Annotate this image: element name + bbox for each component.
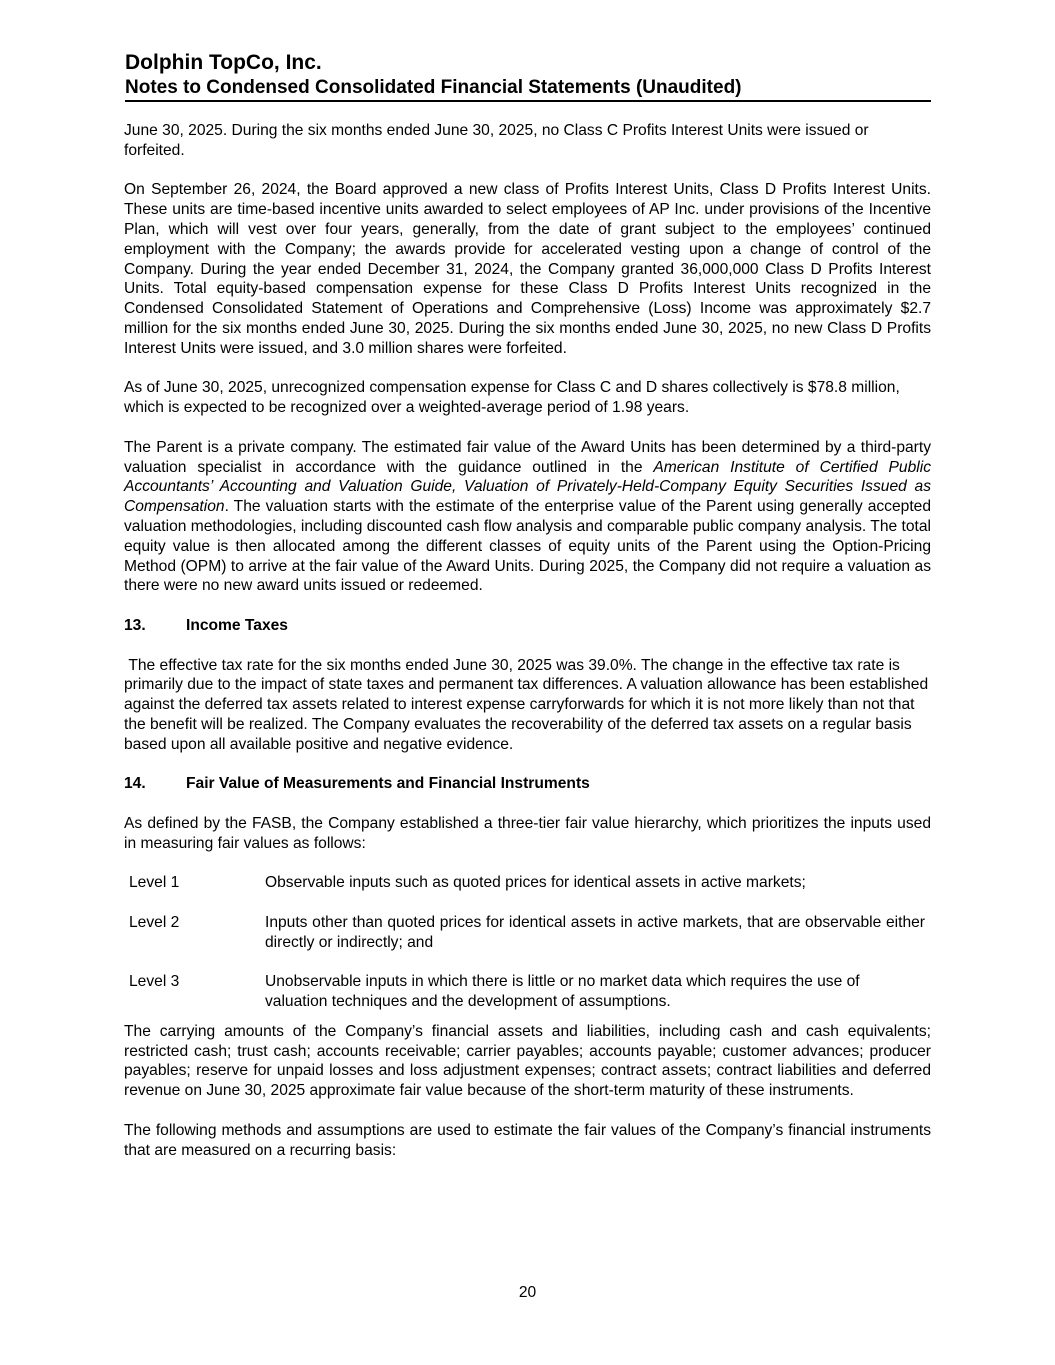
paragraph-fair-value-award-units	[124, 438, 931, 596]
level-3-row	[124, 972, 931, 1012]
paragraph-carrying-amounts: The carrying amounts of the Company’s financial assets and liabilities, including cash and cash equivalents; restricted cash; trust cash; accounts receivable; carrier payables; accounts payable; customer advances; producer payables; reserve for unpaid losses and loss adjustment expenses; contract assets; contract liabilities and deferred revenue on June 30, 2025 approximate fair value because of the short-term maturity of these instruments.	[124, 1022, 931, 1100]
paragraph-fair-value-hierarchy: As defined by the FASB, the Company established a three-tier fair value hierarchy, which prioritizes the inputs used in measuring fair values as follows:	[124, 814, 931, 852]
level-label: Level 1	[129, 874, 180, 892]
guide-title: American Institute of Certified Public Accountants’ Accounting and Valuation Guide, Valuation of Privately-Held-Company Equity Securities Issued as Compensation	[124, 458, 931, 516]
level-label: Level 3	[129, 973, 180, 991]
section-heading-income-taxes	[124, 616, 931, 636]
company-name: Dolphin TopCo, Inc.	[125, 51, 322, 74]
paragraph-class-c-continuation: June 30, 2025. During the six months ended June 30, 2025, no Class C Profits Interest Units were issued or forfeited.	[124, 122, 869, 159]
level-description: Observable inputs such as quoted prices for identical assets in active markets;	[265, 874, 806, 892]
paragraph-methods-assumptions: The following methods and assumptions are used to estimate the fair values of the Company’s financial instruments that are measured on a recurring basis:	[124, 1121, 931, 1159]
level-2-row	[124, 913, 931, 953]
section-title: Income Taxes	[186, 616, 288, 634]
page-number: 20	[518, 1284, 537, 1301]
level-label: Level 2	[129, 913, 180, 931]
paragraph-text: . The valuation starts with the estimate of the enterprise value of the Parent using generally accepted valuation methodologies, including discounted cash flow analysis and comparable public company analysis. The total equity value is then allocated among the different classes of equity units of the Parent using the Option-Pricing Method (OPM) to arrive at the fair value of the Award Units. During 2025, the Company did not require a valuation as there were no new award units issued or redeemed.	[124, 498, 931, 595]
level-description: Unobservable inputs in which there is little or no market data which requires the use of valuation techniques and the development of assumptions.	[265, 973, 860, 1011]
section-title: Fair Value of Measurements and Financial Instruments	[186, 775, 590, 793]
paragraph-unrecognized-expense: As of June 30, 2025, unrecognized compensation expense for Class C and D shares collectively is $78.8 million, which is expected to be recognized over a weighted-average period of 1.98 years.	[124, 379, 900, 417]
paragraph-class-d-units: On September 26, 2024, the Board approved a new class of Profits Interest Units, Class D Profits Interest Units. These units are time-based incentive units awarded to select employees of AP Inc. under provisions of the Incentive Plan, which will vest over four years, generally, from the date of grant subject to the employees’ continued employment with the Company; the awards provide for accelerated vesting upon a change of control of the Company. During the year ended December 31, 2024, the Company granted 36,000,000 Class D Profits Interest Units. Total equity-based compensation expense for these Class D Profits Interest Units recognized in the Condensed Consolidated Statement of Operations and Comprehensive (Loss) Income was approximately $2.7 million for the six months ended June 30, 2025. During the six months ended June 30, 2025, no new Class D Profits Interest Units were issued, and 3.0 million shares were forfeited.	[124, 181, 931, 357]
level-1-row	[124, 873, 931, 893]
section-number: 14.	[124, 775, 146, 793]
statement-subtitle: Notes to Condensed Consolidated Financial Statements (Unaudited)	[125, 76, 931, 102]
section-number: 13.	[124, 616, 146, 634]
document-body	[124, 121, 931, 1180]
level-description: Inputs other than quoted prices for identical assets in active markets, that are observable either directly or indirectly; and	[265, 913, 925, 951]
section-heading-fair-value	[124, 774, 931, 794]
page-header	[125, 50, 931, 102]
paragraph-text: The Parent is a private company. The estimated fair value of the Award Units has been determined by a third-party valuation specialist in accordance with the guidance outlined in the	[124, 438, 931, 476]
paragraph-income-taxes: The effective tax rate for the six months ended June 30, 2025 was 39.0%. The change in the effective tax rate is primarily due to the impact of state taxes and permanent tax differences. A valuation allowance has been established against the deferred tax assets related to interest expense carryforwards for which it is not more likely than not that the benefit will be realized. The Company evaluates the recoverability of the deferred tax assets on a regular basis based upon all available positive and negative evidence.	[124, 656, 933, 753]
